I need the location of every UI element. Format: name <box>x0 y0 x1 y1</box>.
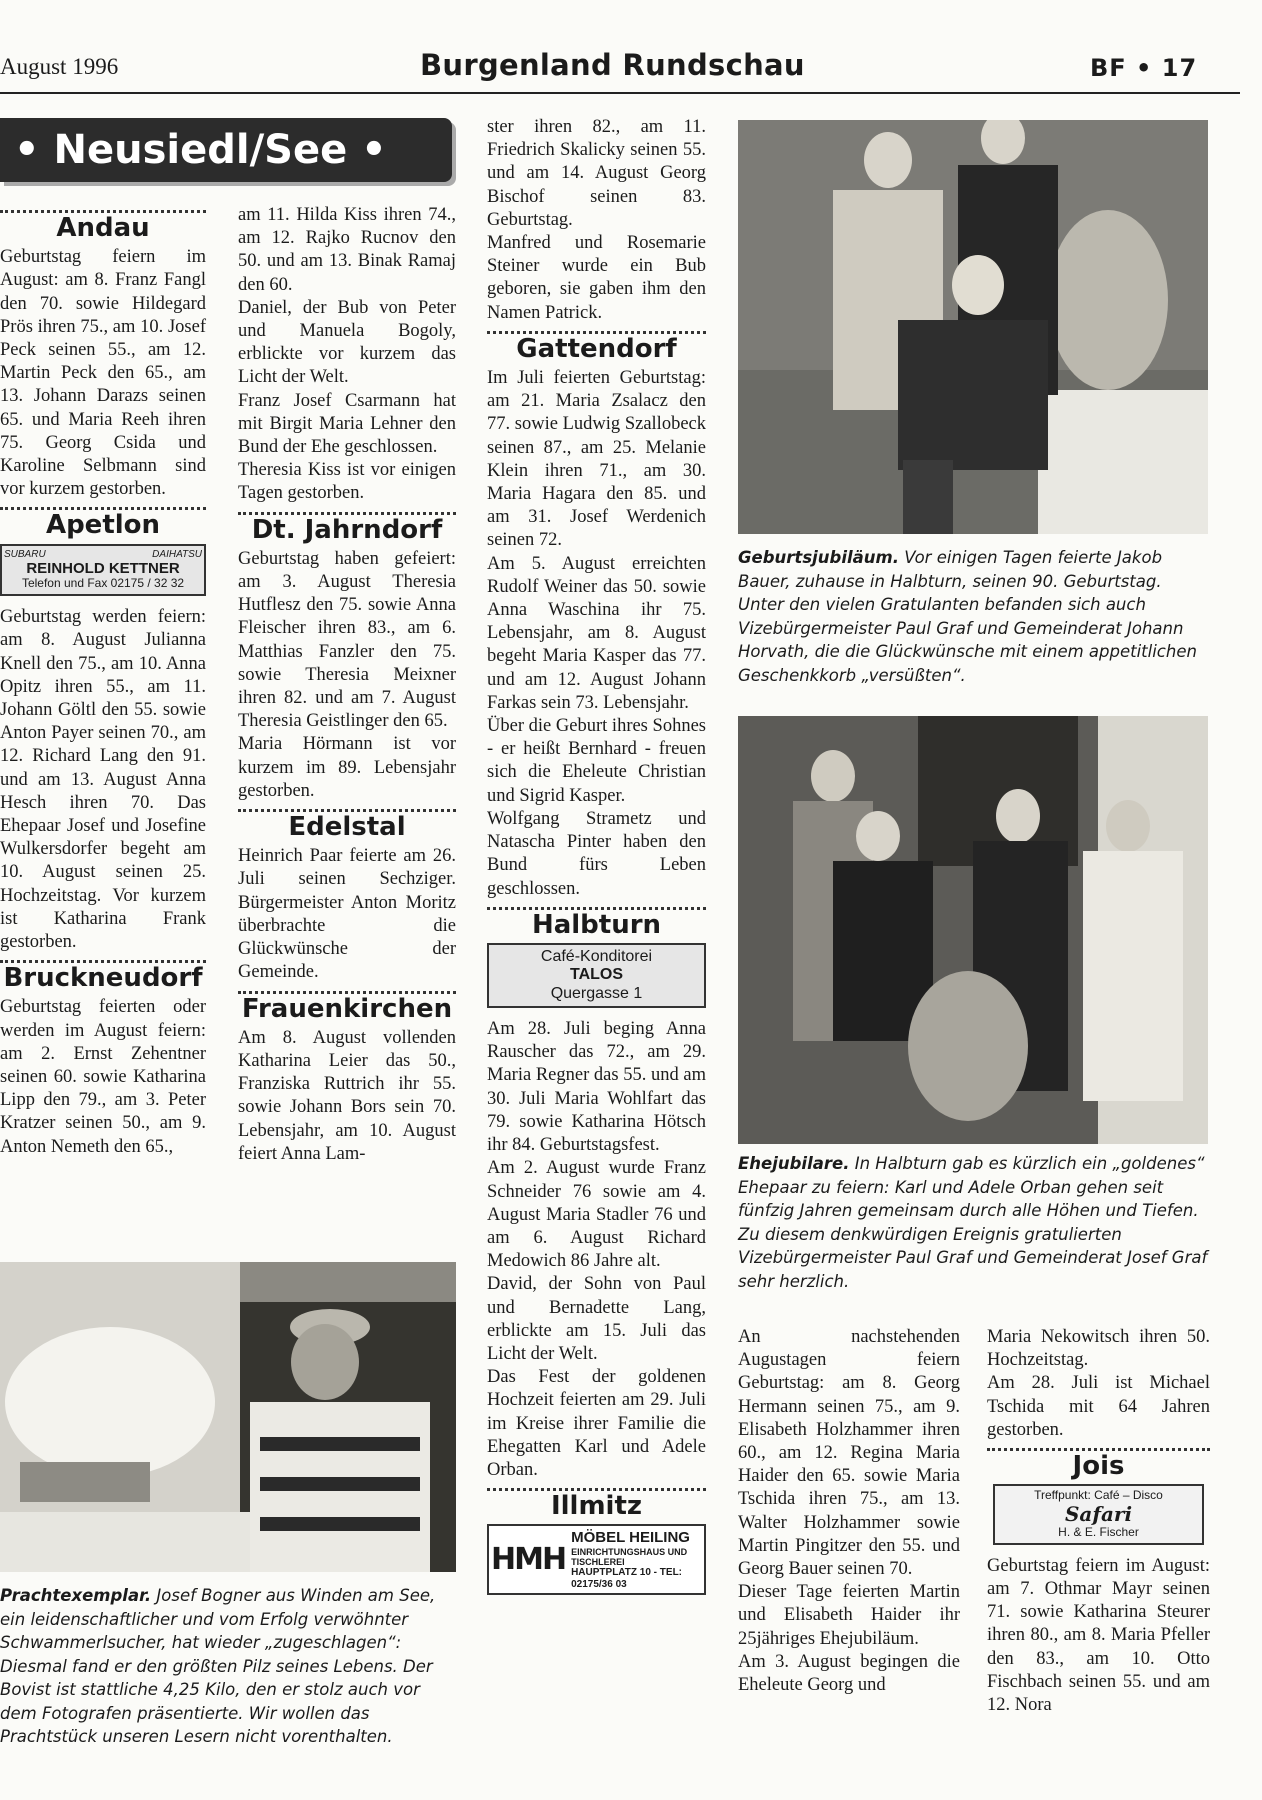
issue-date: August 1996 <box>0 54 119 79</box>
ad-safari-line1: Treffpunkt: Café – Disco <box>1034 1488 1163 1503</box>
column-1 <box>0 204 206 1159</box>
heading-apetlon: Apetlon <box>45 510 161 541</box>
col3-birth: Manfred und Rosemarie Steiner wurde ein Bub geboren, sie gaben ihm den Namen Patrick. <box>487 233 706 323</box>
column-5 <box>987 1326 1210 1717</box>
column-2 <box>238 204 456 1166</box>
photo-birthday-jubilee <box>738 120 1208 534</box>
photo-mushroom <box>0 1262 456 1572</box>
halbturn-text2: Am 2. August wurde Franz Schneider 76 sowie am 4. August Maria Stadler 76 und am 6. August Richard Medowich 86 Jahre alt. <box>487 1158 706 1272</box>
ad-safari-line3: H. & E. Fischer <box>1058 1525 1139 1540</box>
ad-safari <box>993 1484 1204 1545</box>
halbturn-text: Am 28. Juli beging Anna Rauscher das 72., am 29. Maria Regner das 55. und am 30. Juli Maria Wohlfart das 79. sowie Katharina Hötsch ihr 84. Geburtstagsfest. <box>487 1019 706 1156</box>
ad-heiling-name: MÖBEL HEILING <box>571 1529 690 1547</box>
photo-golden-anniversary <box>738 716 1208 1144</box>
ad-brand-left: SUBARU <box>4 548 46 560</box>
edelstal-text: Heinrich Paar feierte am 26. Juli seinen Sechziger. Bürgermeister Anton Moritz überbrachte die Glückwünsche der Gemeinde. <box>238 846 456 983</box>
gattendorf-text3: Über die Geburt ihres Sohnes - er heißt Bernhard - freuen sich die Eheleute Christian und Sigrid Kasper. <box>487 716 706 806</box>
region-banner: • Neusiedl/See • <box>0 118 452 182</box>
heading-edelstal: Edelstal <box>288 812 406 843</box>
col4-text2: Dieser Tage feierten Martin und Elisabeth Haider ihr 25jähriges Ehejubiläum. <box>738 1582 960 1649</box>
dtjahrndorf-text: Geburtstag haben gefeiert: am 3. August Theresia Hutflesz den 75. sowie Anna Fleischer ihren 83., am 6. Matthias Fanzler den 75. sowie Theresia Meixner ihren 82. und am 7. August Theresia Geistlinger den 65. <box>238 548 456 732</box>
ad-talos <box>487 943 706 1008</box>
bruckneudorf-text: Geburtstag feierten oder werden im August feiern: am 2. Ernst Zehentner seinen 60. sowie Katharina Lipp den 79., am 3. Peter Kratzer seinen 50., am 9. Anton Nemeth den 65., <box>0 997 206 1157</box>
ad-heiling-sub: EINRICHTUNGSHAUS UND TISCHLEREI <box>571 1546 688 1567</box>
gattendorf-text2: Am 5. August erreichten Rudolf Weiner das 50. sowie Anna Waschina ihr 75. Lebensjahr, am 8. August begeht Maria Kasper das 77. und am 12. August Johann Farkas sein 73. Lebensjahr. <box>487 553 706 713</box>
heiling-logo: HMH <box>491 1541 566 1577</box>
col3-continued: ster ihren 82., am 11. Friedrich Skalicky seinen 55. und am 14. August Georg Bischof seinen 83. Geburtstag. <box>487 117 706 230</box>
caption-anniversary-text: In Halbturn gab es kürzlich ein „goldenes“ Ehepaar zu feiern: Karl und Adele Orban gehen seit fünfzig Jahren gemeinsam durch alle Höhen und Tiefen. Zu diesem denkwürdigen Ereignis gratulierten Vizebürgermeister Paul Graf und Gemeinderat Josef Graf sehr herzlich. <box>738 1154 1208 1291</box>
col5-text: Maria Nekowitsch ihren 50. Hochzeitstag. <box>987 1327 1210 1371</box>
andau-text: Geburtstag feiern im August: am 8. Franz Fangl den 70. sowie Hildegard Prös ihren 75., am 10. Josef Peck seinen 55., am 12. Martin Peck den 65., am 13. Johann Darazs seinen 65. und Maria Reeh ihren 75. Georg Csida und Karoline Selbmann sind vor kurzem gestorben. <box>0 247 206 500</box>
heading-andau: Andau <box>56 213 150 243</box>
photo-birthday-image <box>738 120 1208 534</box>
ad-kettner <box>0 544 206 597</box>
ad-name: REINHOLD KETTNER <box>26 560 180 578</box>
column-4 <box>738 1326 960 1697</box>
caption-anniversary-lead: Ehejubilare. <box>738 1154 850 1173</box>
heading-frauenkirchen: Frauenkirchen <box>241 993 453 1024</box>
photo-anniversary-image <box>738 716 1208 1144</box>
frauenkirchen-text: Am 8. August vollenden Katharina Leier das 50., Franziska Ruttrich ihr 55. sowie Johann Bors sein 70. Lebensjahr, am 10. August feiert Anna Lam- <box>238 1027 456 1164</box>
col2-birth: Daniel, der Bub von Peter und Manuela Bogoly, erblickte vor kurzem das Licht der Welt. <box>238 297 456 388</box>
ad-heiling-addr: HAUPTPLATZ 10 - TEL: 02175/36 03 <box>571 1567 683 1590</box>
col4-text: An nachstehenden Augustagen feiern Geburtstag: am 8. Georg Hermann seinen 75., am 9. Elisabeth Holzhammer ihren 60., am 12. Regina Maria Haider den 65. sowie Maria Tschida ihren 75., am 13. Walter Holzhammer sowie Martin Pingitzer den 55. und Georg Bauer seinen 70. <box>738 1327 960 1580</box>
col5-text2: Am 28. Juli ist Michael Tschida mit 64 Jahren gestorben. <box>987 1373 1210 1440</box>
heading-dt-jahrndorf: Dt. Jahrndorf <box>251 514 443 545</box>
gattendorf-text4: Wolfgang Strametz und Natascha Pinter haben den Bund fürs Leben geschlossen. <box>487 808 706 899</box>
caption-birthday-lead: Geburtsjubiläum. <box>738 548 900 567</box>
caption-mushroom <box>0 1584 456 1749</box>
caption-mushroom-text: Josef Bogner aus Winden am See, ein leidenschaftlicher und vom Erfolg verwöhnter Schwammerlsucher, hat wieder „zugeschlagen“: Diesmal fand er den größten Pilz seines Lebens. Der Bovist ist stattliche 4,25 Kilo, den er stolz auch vor dem Fotografen präsentierte. Wir wollen das Prachtstück unseren Lesern nicht vorenthalten. <box>0 1586 436 1746</box>
caption-mushroom-lead: Prachtexemplar. <box>0 1586 152 1605</box>
halbturn-text4: Das Fest der goldenen Hochzeit feierten am 29. Juli im Kreise ihrer Familie die Ehegatten Karl und Adele Orban. <box>487 1367 706 1480</box>
col4-text3: Am 3. August begingen die Eheleute Georg und <box>738 1651 960 1696</box>
col2-death: Theresia Kiss ist vor einigen Tagen gestorben. <box>238 460 456 504</box>
ad-safari-line2: Safari <box>1064 1502 1133 1527</box>
col2-marriage: Franz Josef Csarmann hat mit Birgit Maria Lehner den Bund der Ehe geschlossen. <box>238 390 456 458</box>
jois-text: Geburtstag feiern im August: am 7. Othmar Mayr seinen 71. sowie Katharina Steurer ihren 80., am 8. Maria Pfeller den 83., am 10. Otto Fischbach seinen 55. und am 12. Nora <box>987 1555 1210 1716</box>
ad-line1: Café-Konditorei <box>540 947 653 965</box>
halbturn-text3: David, der Sohn von Paul und Bernadette Lang, erblickte am 15. Juli das Licht der Welt. <box>487 1274 706 1364</box>
page-number: BF • 17 <box>1090 54 1198 82</box>
heading-illmitz: Illmitz <box>550 1491 643 1522</box>
caption-birthday-text: Vor einigen Tagen feierte Jakob Bauer, zuhause in Halbturn, seinen 90. Geburtstag. Unter den vielen Gratulanten befanden sich auch Vizebürgermeister Paul Graf und Gemeinderat Johann Horvath, die die Glückwünsche mit einem appetitlichen Geschenkkorb „versüßten“. <box>738 548 1197 685</box>
photo-mushroom-image <box>0 1262 456 1572</box>
ad-line3: Quergasse 1 <box>550 984 643 1002</box>
col2-continued: am 11. Hilda Kiss ihren 74., am 12. Rajko Rucnov den 50. und am 13. Binak Ramaj den 60. <box>238 205 456 295</box>
heading-halbturn: Halbturn <box>531 909 662 940</box>
header-rule <box>0 92 1240 94</box>
gattendorf-text: Im Juli feierten Geburtstag: am 21. Maria Zsalacz den 77. sowie Ludwig Szallobeck seinen 87., am 25. Melanie Klein ihren 71., am 30. Maria Hagara den 85. und am 31. Josef Werdenich seinen 72. <box>487 368 706 551</box>
heading-bruckneudorf: Bruckneudorf <box>3 963 203 994</box>
ad-phone: Telefon und Fax 02175 / 32 32 <box>21 576 185 591</box>
ad-line2: TALOS <box>569 966 624 984</box>
caption-anniversary <box>738 1152 1208 1293</box>
apetlon-text: Geburtstag werden feiern: am 8. August Julianna Knell den 75., am 10. Anna Opitz ihren 55., am 11. Johann Göltl den 55. sowie Anton Payer seinen 70., am 12. Richard Lang den 91. und am 13. August Anna Hesch ihren 70. Das Ehepaar Josef und Josefine Wulkersdorfer begeht am 10. August seinen 25. Hochzeitstag. Vor kurzem ist Katharina Frank gestorben. <box>0 607 206 953</box>
column-3 <box>487 116 706 1605</box>
heading-gattendorf: Gattendorf <box>516 333 677 364</box>
newspaper-title: Burgenland Rundschau <box>420 48 805 82</box>
dtjahrndorf-text2: Maria Hörmann ist vor kurzem im 89. Lebensjahr gestorben. <box>238 734 456 801</box>
heading-jois: Jois <box>1072 1451 1125 1482</box>
ad-heiling <box>487 1524 706 1595</box>
caption-birthday <box>738 546 1208 687</box>
ad-brand-right: DAIHATSU <box>152 548 202 560</box>
